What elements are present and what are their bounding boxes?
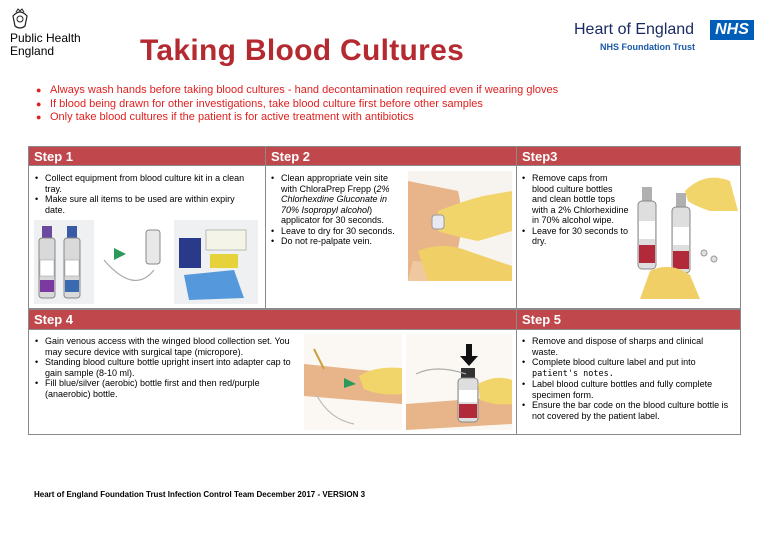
footer-text: Heart of England Foundation Trust Infection Control Team December 2017 - VERSION 3 <box>34 490 366 499</box>
bottle-filling-image <box>406 334 512 430</box>
step2-item-palpate: • Do not re-palpate vein. <box>268 236 402 247</box>
step2-text: Clean appropriate vein site with ChloraPrep Frepp ( <box>281 173 389 194</box>
step4-item: • Standing blood culture bottle upright insert into adapter cap to gain sample (8-10 ml). <box>32 357 298 378</box>
step5-text: Complete blood culture label and put into <box>532 357 696 367</box>
step2-item-dry: • Leave to dry for 30 seconds. <box>268 226 402 237</box>
step3-item: • Leave for 30 seconds to dry. <box>519 226 629 247</box>
step5-item-specimen: • Label blood culture bottles and fully complete specimen form. <box>519 379 731 400</box>
step2-text: ) applicator for 30 seconds. <box>281 204 385 225</box>
intro-bullet: ● If blood being drawn for other investigations, take blood culture first before other samples <box>36 98 558 112</box>
step5-item-label <box>519 357 731 379</box>
intro-bullet: ● Always wash hands before taking blood cultures - hand decontamination required even if wearing gloves <box>36 84 558 98</box>
step4-item: • Gain venous access with the winged blood collection set. You may secure device with surgical tape (micropore). <box>32 336 298 357</box>
step5-notes-text: patient's notes. <box>532 368 614 379</box>
bottle-cleaning-image <box>630 171 738 299</box>
step2-item-clean <box>268 173 402 226</box>
step2-header: Step 2 <box>265 146 517 166</box>
step5-item-dispose: • Remove and dispose of sharps and clinical waste. <box>519 336 731 357</box>
step3-header: Step3 <box>516 146 741 166</box>
step3-list <box>519 173 629 247</box>
bottle-cleaning-illustration <box>630 171 738 299</box>
venous-access-image <box>304 334 402 430</box>
phe-logo <box>10 8 120 63</box>
nhs-badge: NHS <box>710 20 754 40</box>
step3-item: • Remove caps from blood culture bottles and clean bottle tops with a 2% Chlorhexidine in 70% alcohol wipe. <box>519 173 629 226</box>
intro-bullet: ● Only take blood cultures if the patient is for active treatment with antibiotics <box>36 111 558 125</box>
step1-list <box>32 173 246 215</box>
kit-illustration <box>34 220 258 304</box>
bottle-filling-illustration <box>406 334 512 430</box>
step1-item: • Make sure all items to be used are within expiry date. <box>32 194 246 215</box>
trust-name: Heart of England <box>574 21 695 38</box>
phe-logo-line2: England <box>10 44 55 58</box>
phe-logo-line1: Public Health <box>10 31 81 45</box>
step2-list <box>268 173 402 247</box>
step4-header: Step 4 <box>28 309 517 330</box>
intro-bullets <box>36 84 558 125</box>
step5-list <box>519 336 731 421</box>
page-title: Taking Blood Cultures <box>140 34 465 67</box>
royal-crest-icon <box>10 8 30 30</box>
step2-solution-text: 2% Chlorhexdine Gluconate in 70% Isopropyl alcohol <box>281 183 390 215</box>
step1-item: • Collect equipment from blood culture kit in a clean tray. <box>32 173 246 194</box>
vein-cleaning-image <box>408 171 512 281</box>
arm-cleaning-illustration <box>408 171 512 281</box>
winged-set-illustration <box>304 334 402 430</box>
trust-subtitle: NHS Foundation Trust <box>600 42 695 52</box>
blood-culture-kit-image <box>34 220 258 304</box>
step4-list <box>32 336 298 399</box>
step5-item-barcode: • Ensure the bar code on the blood culture bottle is not covered by the patient label. <box>519 400 731 421</box>
step4-item: • Fill blue/silver (aerobic) bottle first and then red/purple (anaerobic) bottle. <box>32 378 298 399</box>
heart-of-england-logo <box>560 18 760 58</box>
step1-header: Step 1 <box>28 146 266 166</box>
step5-header: Step 5 <box>516 309 741 330</box>
